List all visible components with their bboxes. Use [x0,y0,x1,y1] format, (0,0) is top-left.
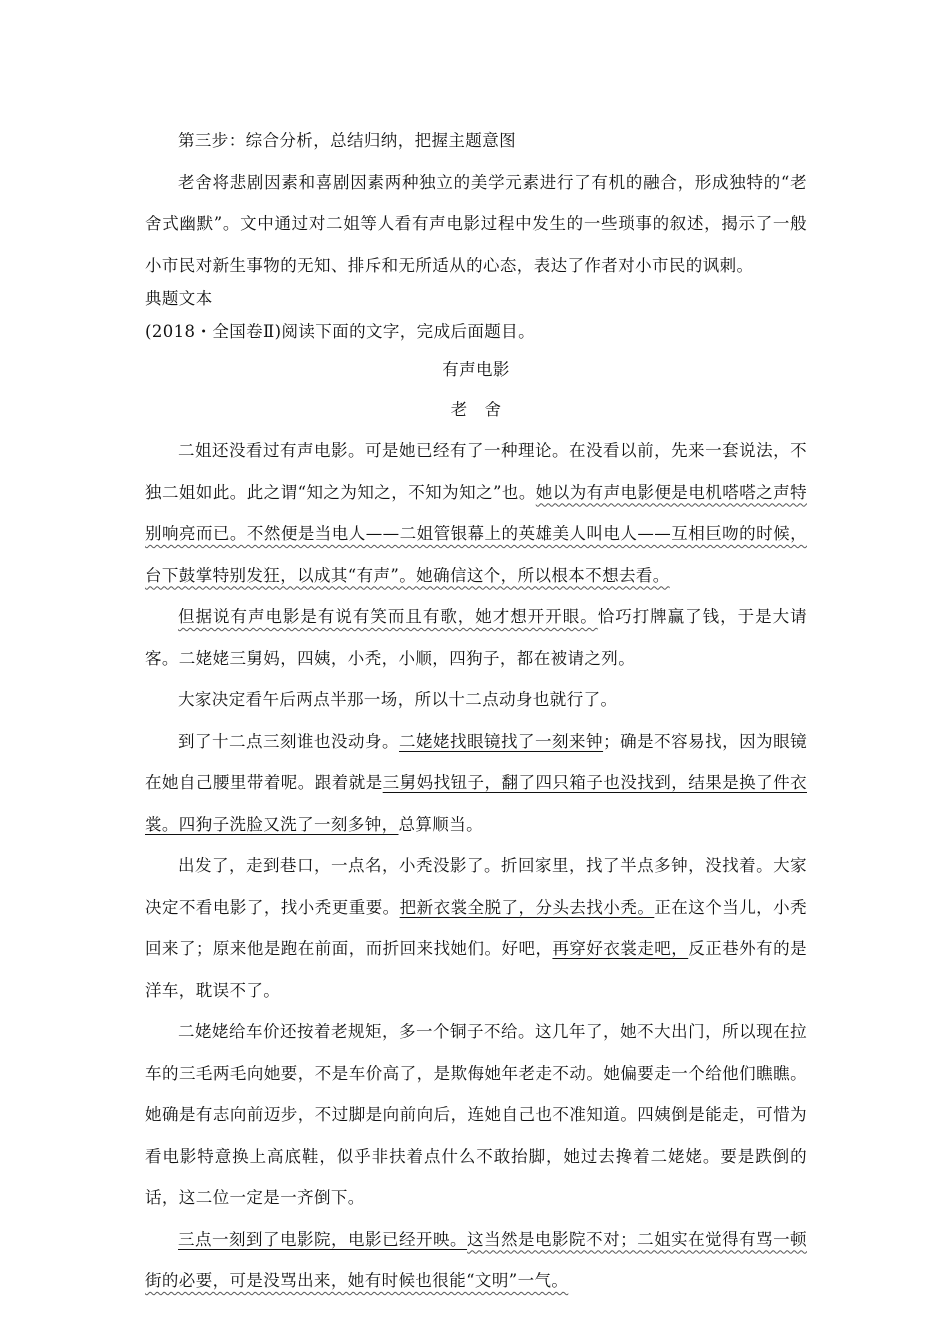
p1-wavy-text: 她以为有声电影便是电机嗒嗒之声特别响亮而已。不然便是当电人——二姐管银幕上的英雄美人叫电人——互相巨吻的时候，台下鼓掌特别发狂，以成其“有声”。她确信这个，所以根本不想去看。 [145,482,807,585]
p4-text-a: 到了十二点三刻谁也没动身。 [178,731,400,751]
story-author: 老 舍 [450,400,502,419]
story-paragraph-5 [145,845,807,1011]
p5-text-a: 出发了，走到巷口，一点名，小秃没影了。折回家里，找了半点多钟，没找着。大家决定不看电影了，找小秃更重要。 [145,856,807,917]
p7-underlined: 三点一刻到了电影院，电影已经开映。 [178,1229,468,1249]
story-title: 有声电影 [442,360,510,379]
p7-wavy-text: 这当然是电影院不对；二姐实在觉得有骂一顿街的必要，可是没骂出来，她有时候也很能“文明”一气。 [145,1229,807,1290]
example-source: (2018・全国卷Ⅱ)阅读下面的文字，完成后面题目。 [145,322,535,341]
story-paragraph-3: 大家决定看午后两点半那一场，所以十二点动身也就行了。 [178,690,618,709]
example-label: 典题文本 [145,289,213,308]
p4-text-c: 总算顺当。 [398,814,483,834]
story-paragraph-2 [145,596,807,679]
p2-text: 恰巧打牌赢了钱，于是大请客。二姥姥三舅妈，四姨，小秃，小顺，四狗子，都在被请之列。 [145,607,807,668]
p5-underlined-b: 再穿好衣裳走吧， [552,939,689,958]
document-page [145,122,807,1302]
p5-text-c: 反正巷外有的是洋车，耽误不了。 [145,939,807,1000]
p2-wavy-text: 但据说有声电影是有说有笑而且有歌，她才想开开眼。 [178,607,598,626]
p5-underlined-a: 把新衣裳全脱了，分头去找小秃。 [399,897,655,917]
story-paragraph-6: 二姥姥给车价还按着老规矩，多一个铜子不给。这几年了，她不大出门，所以现在拉车的三毛两毛向她要，不是车价高了，是欺侮她年老走不动。她偏要走一个给他们瞧瞧。她确是有志向前迈步，不过脚是向前向后，连她自己也不准知道。四姨倒是能走，可惜为看电影特意换上高底鞋，似乎非扶着点什么不敢抬脚，她过去搀着二姥姥。要是跌倒的话，这二位一定是一齐倒下。 [145,1022,807,1207]
p4-underlined-b: 三舅妈找钮子，翻了四只箱子也没找到，结果是换了件衣裳。四狗子洗脸又洗了一刻多钟， [145,773,807,834]
story-paragraph-4 [145,721,807,846]
story-paragraph-1 [145,430,807,596]
p5-text-b: 正在这个当儿，小秃回来了；原来他是跑在前面，而折回来找她们。好吧， [145,897,808,958]
p4-text-b: ；确是不容易找，因为眼镜在她自己腰里带着呢。跟着就是 [145,731,807,792]
story-paragraph-7 [145,1219,807,1302]
p1-text: 二姐还没看过有声电影。可是她已经有了一种理论。在没看以前，先来一套说法，不独二姐如此。此之谓“知之为知之，不知为知之”也。 [145,441,807,502]
p4-underlined-a: 二姥姥找眼镜找了一刻来钟 [399,731,604,751]
analysis-paragraph: 老舍将悲剧因素和喜剧因素两种独立的美学元素进行了有机的融合，形成独特的“老舍式幽默”。文中通过对二姐等人看有声电影过程中发生的一些琐事的叙述，揭示了一般小市民对新生事物的无知、排斥和无所适从的心态，表达了作者对小市民的讽刺。 [145,172,807,275]
step-heading: 第三步：综合分析，总结归纳，把握主题意图 [178,131,516,150]
